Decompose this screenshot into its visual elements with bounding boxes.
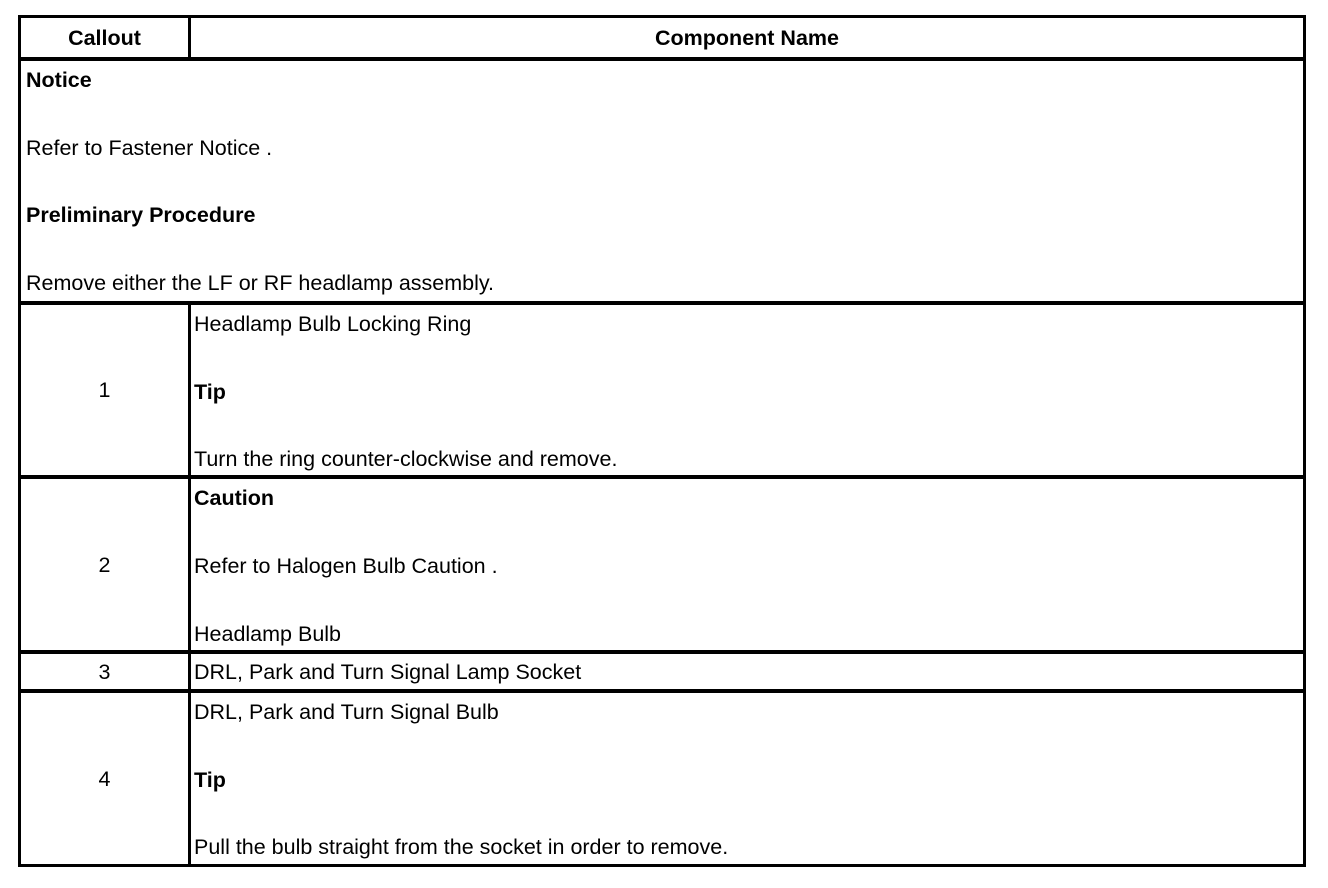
notice-heading: Notice xyxy=(26,68,92,92)
table-row xyxy=(21,654,1303,693)
callout-number: 3 xyxy=(98,659,111,684)
component-cell xyxy=(194,479,1297,650)
tip-heading: Tip xyxy=(194,380,226,404)
component-name-header-label: Component Name xyxy=(655,25,839,50)
component-table xyxy=(18,15,1306,867)
callout-header xyxy=(21,18,188,57)
callout-cell xyxy=(21,693,188,864)
callout-number: 1 xyxy=(98,378,111,402)
component-name: DRL, Park and Turn Signal Bulb xyxy=(194,700,499,724)
table-row xyxy=(21,693,1303,864)
table-header-row xyxy=(21,18,1303,61)
component-name-header xyxy=(191,18,1303,57)
callout-number: 4 xyxy=(98,766,111,791)
component-cell xyxy=(194,693,1297,864)
caution-text: Refer to Halogen Bulb Caution . xyxy=(194,554,498,578)
column-divider xyxy=(188,479,191,650)
tip-text: Pull the bulb straight from the socket in order to remove. xyxy=(194,835,729,859)
procedure-text: Remove either the LF or RF headlamp assembly. xyxy=(26,271,495,295)
component-cell xyxy=(194,654,1297,689)
callout-cell xyxy=(21,305,188,475)
procedure-heading: Preliminary Procedure xyxy=(26,203,256,227)
table-row xyxy=(21,305,1303,479)
table-row xyxy=(21,479,1303,654)
preliminary-row xyxy=(21,61,1303,305)
component-name: DRL, Park and Turn Signal Lamp Socket xyxy=(194,660,582,684)
preliminary-cell xyxy=(26,61,1297,301)
column-divider xyxy=(188,654,191,689)
component-cell xyxy=(194,305,1297,475)
callout-header-label: Callout xyxy=(68,25,141,50)
callout-number: 2 xyxy=(98,552,111,577)
column-divider xyxy=(188,693,191,864)
component-name: Headlamp Bulb Locking Ring xyxy=(194,312,472,336)
component-name: Headlamp Bulb xyxy=(194,622,342,646)
tip-text: Turn the ring counter-clockwise and remove. xyxy=(194,447,618,471)
callout-cell xyxy=(21,654,188,689)
callout-cell xyxy=(21,479,188,650)
column-divider xyxy=(188,305,191,475)
caution-heading: Caution xyxy=(194,486,275,510)
notice-text: Refer to Fastener Notice . xyxy=(26,136,273,160)
tip-heading: Tip xyxy=(194,768,226,792)
